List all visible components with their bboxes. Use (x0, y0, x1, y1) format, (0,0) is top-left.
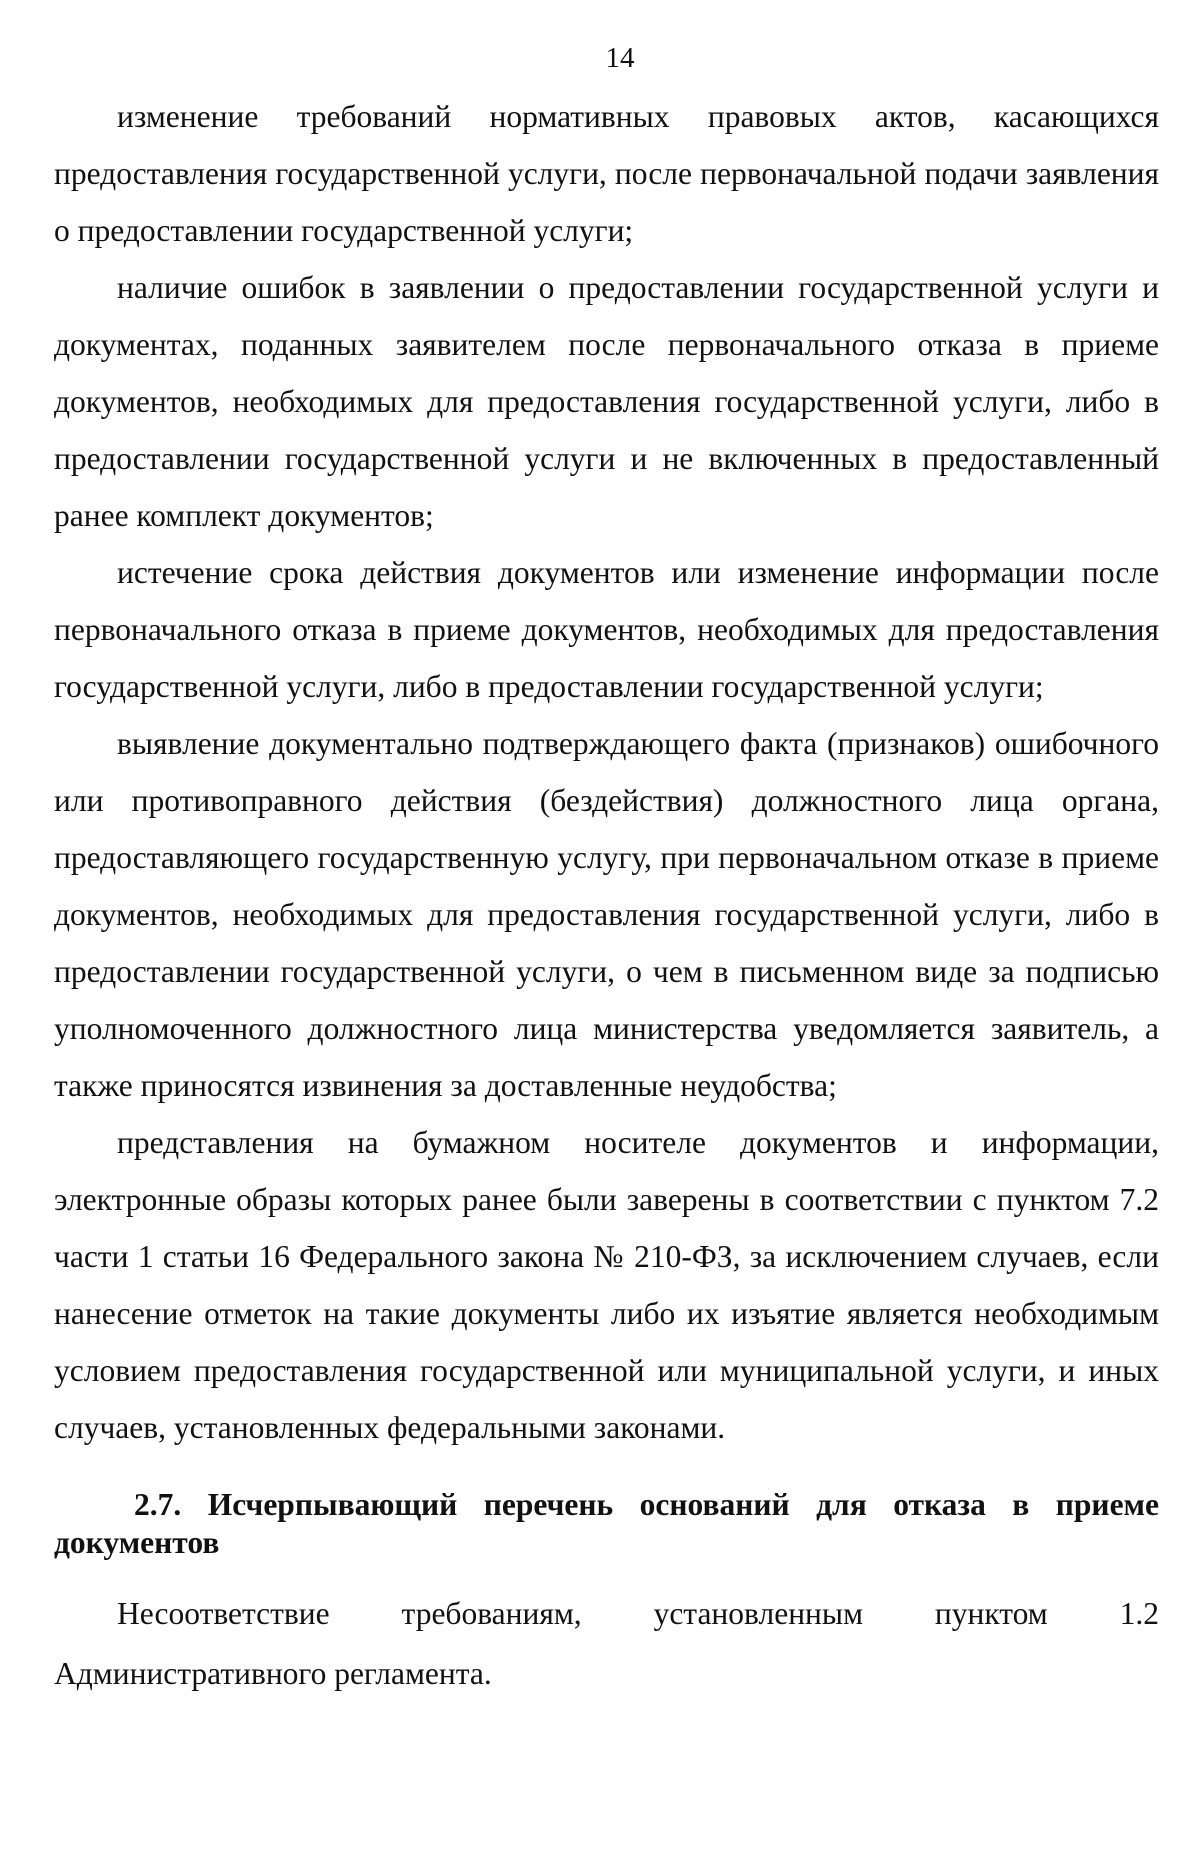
paragraph-3: истечение срока действия документов или изменение информации после первоначального отказа в приеме документов, необходимых для предоставления государственной услуги, либо в предоставлении государственной услуги; (54, 555, 1159, 704)
document-body (54, 88, 1159, 1704)
paragraph-2: наличие ошибок в заявлении о предоставлении государственной услуги и документах, поданных заявителем после первоначального отказа в приеме документов, необходимых для предоставления государственной услуги, либо в предоставлении государственной услуги и не включенных в предоставленный ранее комплект документов; (54, 270, 1159, 533)
paragraph-5: представления на бумажном носителе документов и информации, электронные образы которых ранее были заверены в соответствии с пунктом 7.2 части 1 статьи 16 Федерального закона № 210-ФЗ, за исключением случаев, если нанесение отметок на такие документы либо их изъятие является необходимым условием предоставления государственной или муниципальной услуги, и иных случаев, установленных федеральными законами. (54, 1125, 1159, 1445)
paragraph-4: выявление документально подтверждающего факта (признаков) ошибочного или противоправного действия (бездействия) должностного лица органа, предоставляющего государственную услугу, при первоначальном отказе в приеме документов, необходимых для предоставления государственной услуги, либо в предоставлении государственной услуги, о чем в письменном виде за подписью уполномоченного должностного лица министерства уведомляется заявитель, а также приносятся извинения за доставленные неудобства; (54, 726, 1159, 1103)
paragraph-1: изменение требований нормативных правовых актов, касающихся предоставления государственной услуги, после первоначальной подачи заявления о предоставлении государственной услуги; (54, 99, 1159, 248)
section-heading: 2.7. Исчерпывающий перечень оснований для отказа в приеме документов (54, 1487, 1159, 1560)
page-number: 14 (605, 42, 635, 74)
section-text: Несоответствие требованиям, установленным пунктом 1.2 Административного регламента. (54, 1596, 1159, 1691)
